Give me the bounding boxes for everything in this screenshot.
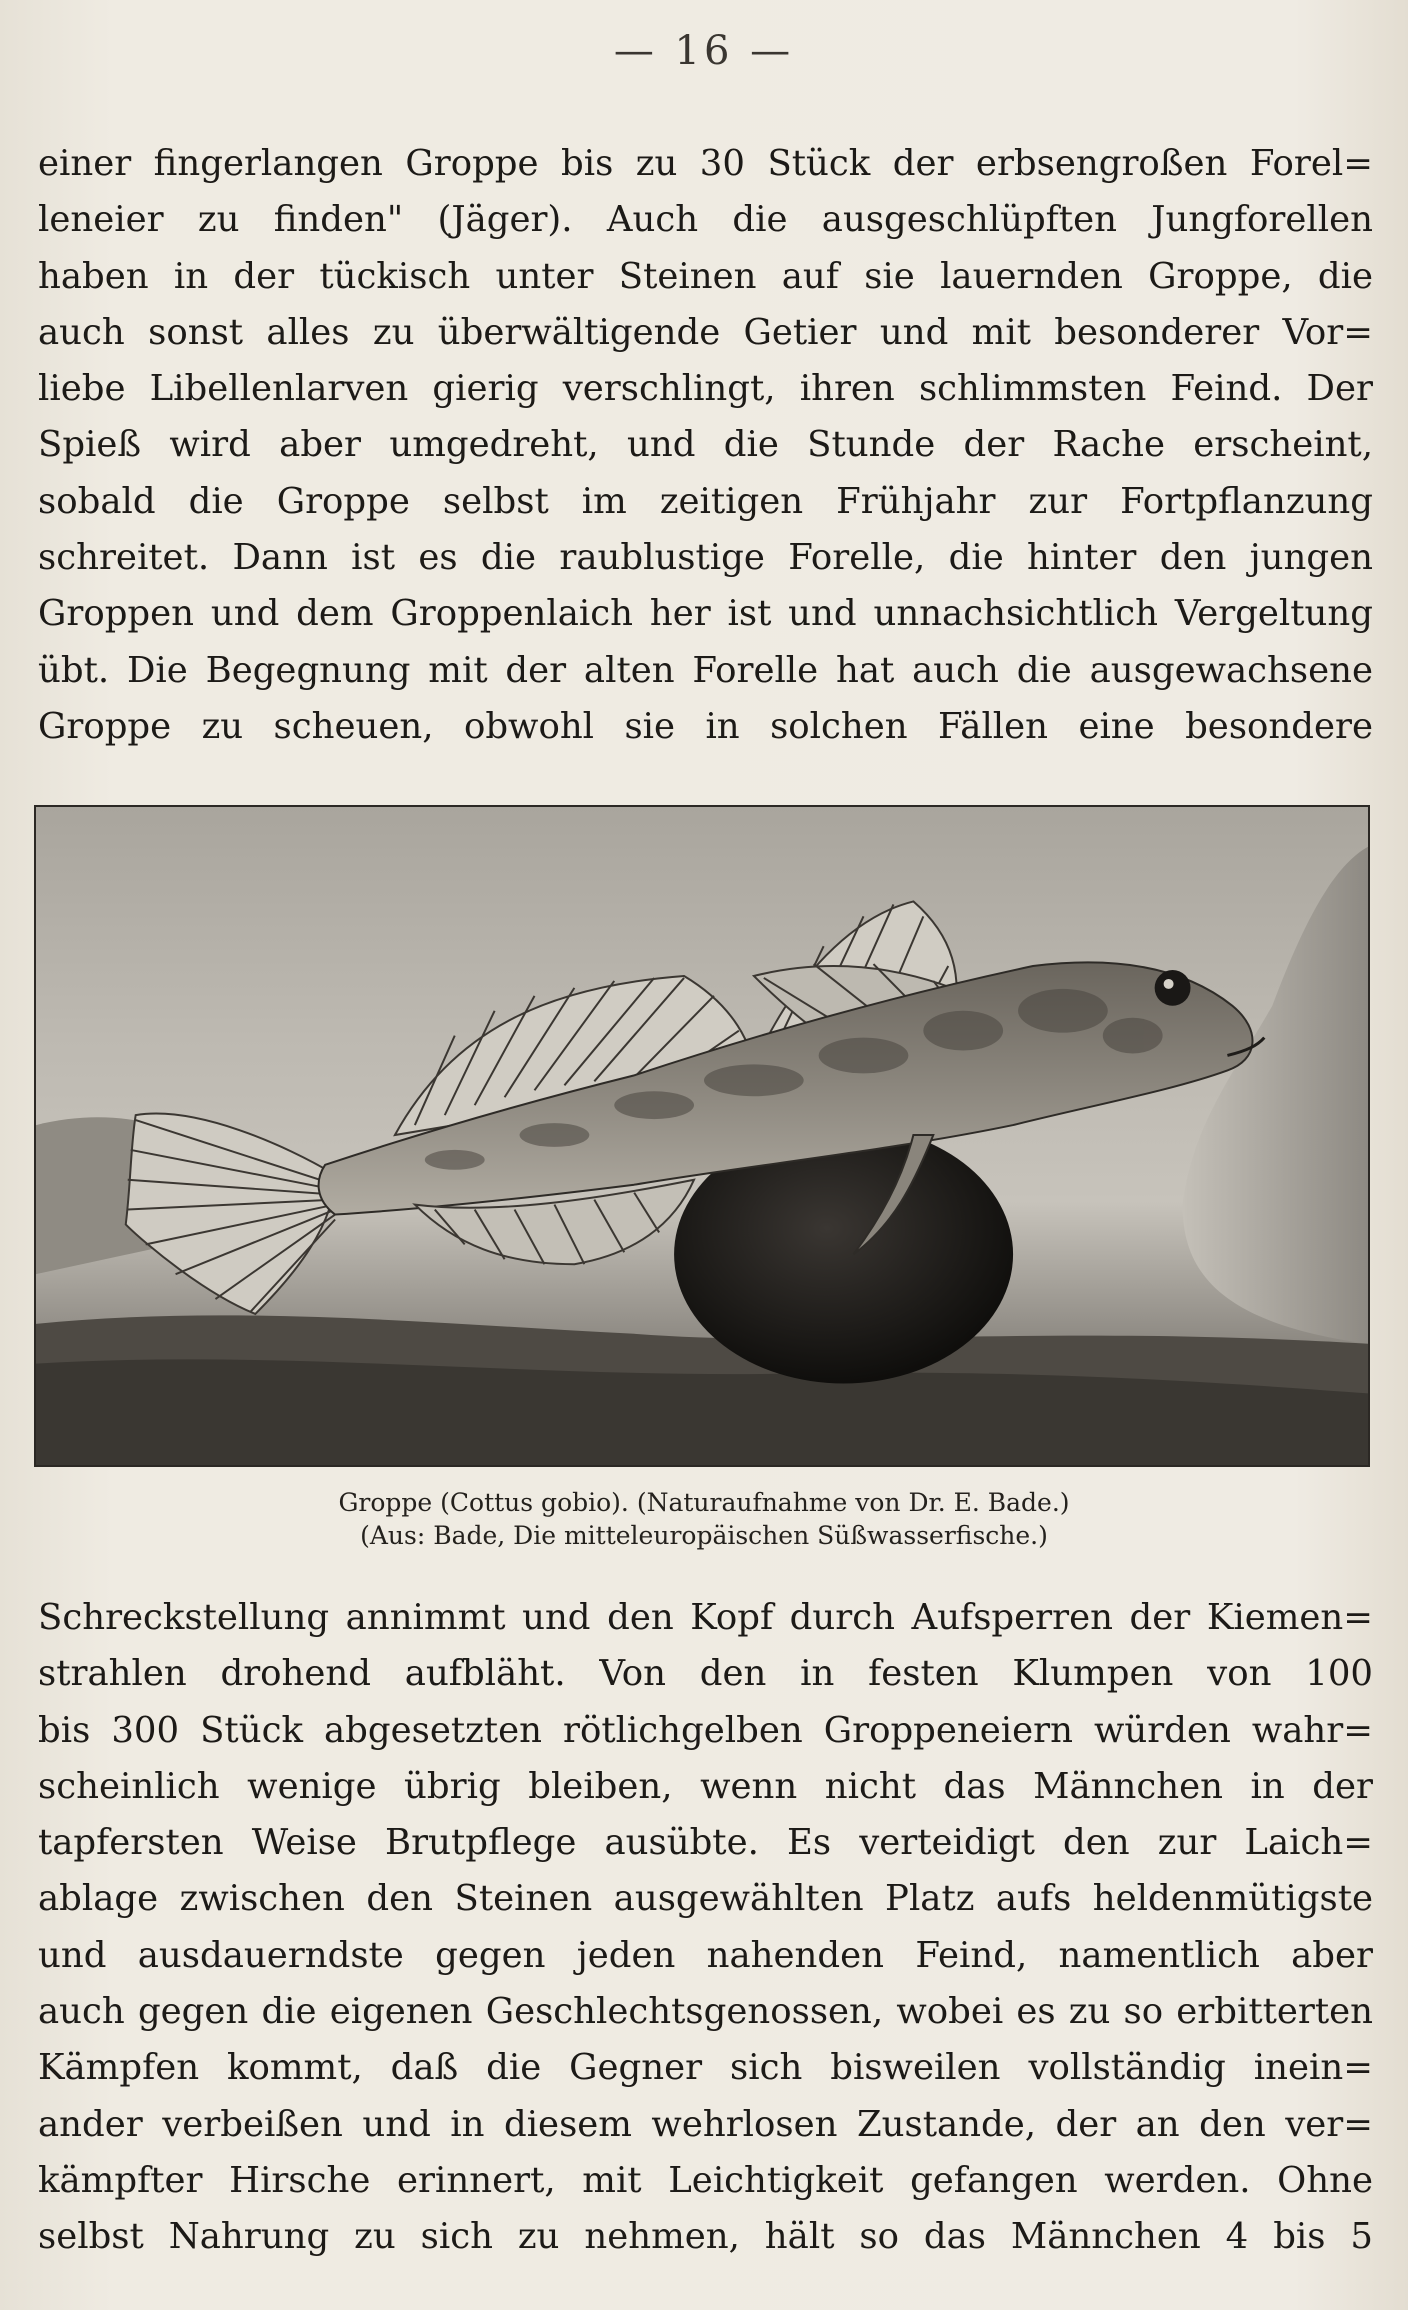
text-block-bottom (38, 1590, 1373, 2266)
figure-caption: Groppe (Cottus gobio). (Naturaufnahme von Dr. E. Bade.) (338, 1488, 1070, 1517)
text-line: liebe Libellenlarven gierig verschlingt, ihren schlimmsten Feind. Der (38, 368, 1373, 410)
text-line: Kämpfen kommt, daß die Gegner sich bisweilen vollständig inein= (38, 2047, 1373, 2089)
text-line: übt. Die Begegnung mit der alten Forelle hat auch die ausgewachsene (38, 649, 1373, 691)
text-line: haben in der tückisch unter Steinen auf sie lauernden Groppe, die (38, 255, 1373, 297)
text-line: strahlen drohend aufbläht. Von den in festen Klumpen von 100 (38, 1653, 1373, 1695)
text-line: kämpfter Hirsche erinnert, mit Leichtigkeit gefangen werden. Ohne (38, 2159, 1373, 2201)
page-number: — 16 — (613, 28, 795, 74)
figure-caption-source: (Aus: Bade, Die mitteleuropäischen Süßwasserfische.) (360, 1521, 1048, 1550)
text-line: leneier zu finden" (Jäger). Auch die ausgeschlüpften Jungforellen (38, 199, 1373, 241)
text-line: selbst Nahrung zu sich zu nehmen, hält so das Männchen 4 bis 5 (38, 2216, 1373, 2258)
text-line: und ausdauerndste gegen jeden nahenden Feind, namentlich aber (38, 1934, 1373, 1976)
text-block-top (38, 136, 1373, 755)
text-line: tapfersten Weise Brutpflege ausübte. Es verteidigt den zur Laich= (38, 1822, 1373, 1864)
groppe-fish-image (36, 807, 1368, 1465)
text-line: scheinlich wenige übrig bleiben, wenn nicht das Männchen in der (38, 1765, 1373, 1807)
text-line: ander verbeißen und in diesem wehrlosen Zustande, der an den ver= (38, 2103, 1373, 2145)
text-line: sobald die Groppe selbst im zeitigen Frühjahr zur Fortpflanzung (38, 480, 1373, 522)
text-line: einer fingerlangen Groppe bis zu 30 Stück der erbsengroßen Forel= (38, 143, 1373, 184)
text-line: Groppen und dem Groppenlaich her ist und unnachsichtlich Vergeltung (38, 593, 1373, 635)
text-line: auch sonst alles zu überwältigende Getier und mit besonderer Vor= (38, 311, 1373, 353)
fish-photograph (34, 805, 1370, 1467)
text-line: Spieß wird aber umgedreht, und die Stunde der Rache erscheint, (38, 424, 1373, 466)
text-line: schreitet. Dann ist es die raublustige Forelle, die hinter den jungen (38, 537, 1373, 579)
text-line: auch gegen die eigenen Geschlechtsgenossen, wobei es zu so erbitterten (38, 1991, 1373, 2033)
fish-eye (1155, 970, 1191, 1006)
text-line: bis 300 Stück abgesetzten rötlichgelben Groppeneiern würden wahr= (38, 1709, 1373, 1751)
text-line: Groppe zu scheuen, obwohl sie in solchen Fällen eine besondere (38, 705, 1373, 747)
text-line: Schreckstellung annimmt und den Kopf durch Aufsperren der Kiemen= (38, 1597, 1373, 1638)
text-line: ablage zwischen den Steinen ausgewählten Platz aufs heldenmütigste (38, 1878, 1373, 1920)
